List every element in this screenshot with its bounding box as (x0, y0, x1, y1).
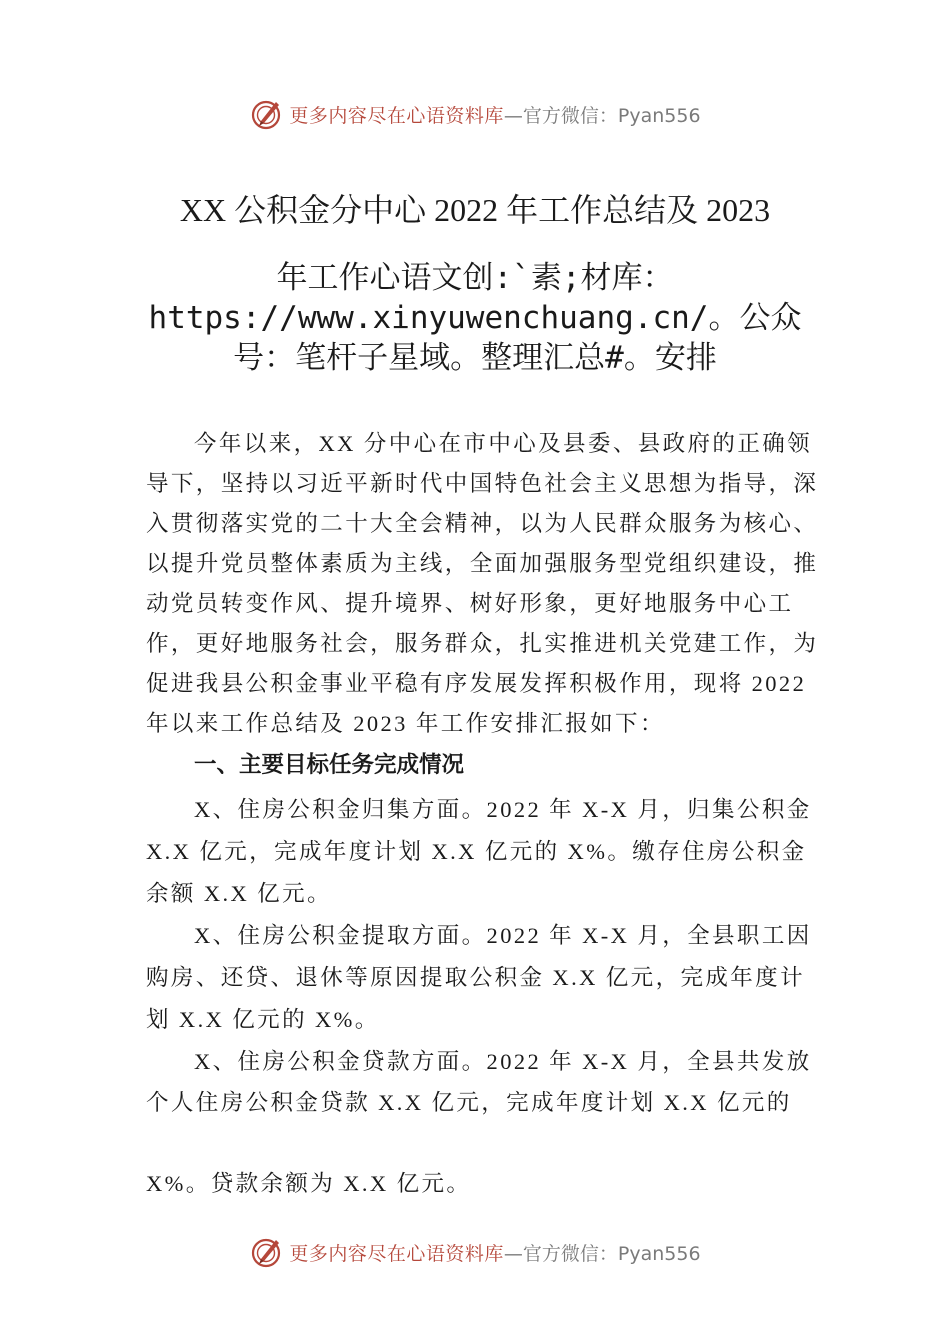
pen-logo-icon (249, 1234, 285, 1270)
document-title-line1: XX 公积金分中心 2022 年工作总结及 2023 (179, 192, 771, 228)
header-banner (0, 94, 950, 134)
document-title-line2: 年工作心语文创:`素;材库：https://www.xinyuwenchuang.cn/。公众号：笔杆子星域。整理汇总#。安排 (148, 260, 802, 376)
section-heading: 一、主要目标任务完成情况 (194, 752, 465, 778)
withdrawal-paragraph: X、住房公积金提取方面。2022 年 X-X 月，全县职工因购房、还贷、退休等原因提取公积金 X.X 亿元，完成年度计划 X.X 亿元的 X%。 (146, 923, 812, 1032)
banner-wechat: —官方微信：Pyan556 (503, 1242, 701, 1265)
banner-text: 更多内容尽在心语资料库 (289, 1242, 504, 1265)
banner-text: 更多内容尽在心语资料库 (289, 104, 504, 127)
loan-paragraph: X、住房公积金贷款方面。2022 年 X-X 月，全县共发放个人住房公积金贷款 X.X 亿元，完成年度计划 X.X 亿元的 (146, 1049, 812, 1115)
banner-wechat: —官方微信：Pyan556 (503, 104, 701, 127)
intro-paragraph: 今年以来，XX 分中心在市中心及县委、县政府的正确领导下，坚持以习近平新时代中国特色社会主义思想为指导，深入贯彻落实党的二十大全会精神，以为人民群众服务为核心、以提升党员整体素质为主线，全面加强服务型党组织建设，推动党员转变作风、提升境界、树好形象，更好地服务中心工作，更好地服务社会，服务群众，扎实推进机关党建工作，为促进我县公积金事业平稳有序发展发挥积极作用，现将 2022 年以来工作总结及 2023 年工作安排汇报如下： (146, 431, 819, 736)
loan-paragraph-continued: X%。贷款余额为 X.X 亿元。 (146, 1171, 472, 1196)
collection-paragraph: X、住房公积金归集方面。2022 年 X-X 月，归集公积金 X.X 亿元，完成年度计划 X.X 亿元的 X%。缴存住房公积金余额 X.X 亿元。 (146, 797, 812, 906)
footer-banner (0, 1232, 950, 1272)
pen-logo-icon (249, 96, 285, 132)
